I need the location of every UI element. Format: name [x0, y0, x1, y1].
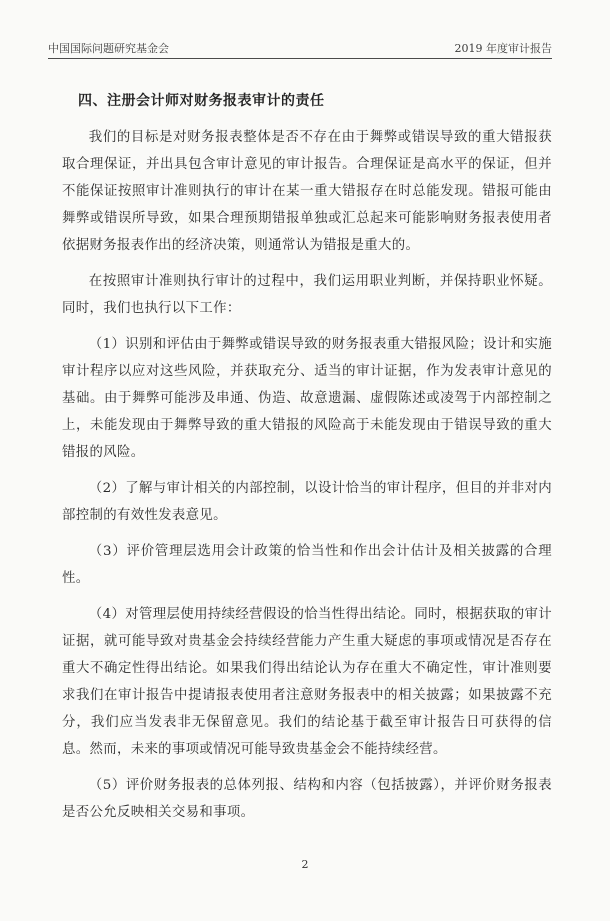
page-number: 2: [301, 858, 309, 871]
page-header: [48, 36, 552, 56]
list-item-paragraph: （2）了解与审计相关的内部控制，以设计恰当的审计程序，但目的并非对内部控制的有效性发表意见。: [62, 481, 552, 523]
header-divider: [48, 58, 552, 59]
paragraph: 在按照审计准则执行审计的过程中，我们运用职业判断，并保持职业怀疑。同时，我们也执行以下工作：: [62, 274, 552, 316]
list-item-paragraph: （3）评价管理层选用会计政策的恰当性和作出会计估计及相关披露的合理性。: [62, 544, 552, 586]
paragraph: 我们的目标是对财务报表整体是否不存在由于舞弊或错误导致的重大错报获取合理保证，并出具包含审计意见的审计报告。合理保证是高水平的保证，但并不能保证按照审计准则执行的审计在某一重大错报存在时总能发现。错报可能由舞弊或错误所导致，如果合理预期错报单独或汇总起来可能影响财务报表使用者依据财务报表作出的经济决策，则通常认为错报是重大的。: [62, 130, 552, 253]
header-organization: 中国国际问题研究基金会: [48, 42, 169, 55]
section-title: 四、注册会计师对财务报表审计的责任: [78, 93, 325, 109]
list-item-paragraph: （5）评价财务报表的总体列报、结构和内容（包括披露），并评价财务报表是否公允反映相关交易和事项。: [62, 778, 552, 820]
list-item-paragraph: （1）识别和评估由于舞弊或错误导致的财务报表重大错报风险；设计和实施审计程序以应对这些风险，并获取充分、适当的审计证据，作为发表审计意见的基础。由于舞弊可能涉及串通、伪造、故意遗漏、虚假陈述或凌驾于内部控制之上，未能发现由于舞弊导致的重大错报的风险高于未能发现由于错误导致的重大错报的风险。: [62, 337, 552, 460]
document-body: [62, 90, 552, 835]
list-item-paragraph: （4）对管理层使用持续经营假设的恰当性得出结论。同时，根据获取的审计证据，就可能导致对贵基金会持续经营能力产生重大疑虑的事项或情况是否存在重大不确定性得出结论。如果我们得出结论认为存在重大不确定性，审计准则要求我们在审计报告中提请报表使用者注意财务报表中的相关披露；如果披露不充分，我们应当发表非无保留意见。我们的结论基于截至审计报告日可获得的信息。然而，未来的事项或情况可能导致贵基金会不能持续经营。: [62, 607, 552, 757]
header-report-title: 2019 年度审计报告: [454, 42, 552, 55]
